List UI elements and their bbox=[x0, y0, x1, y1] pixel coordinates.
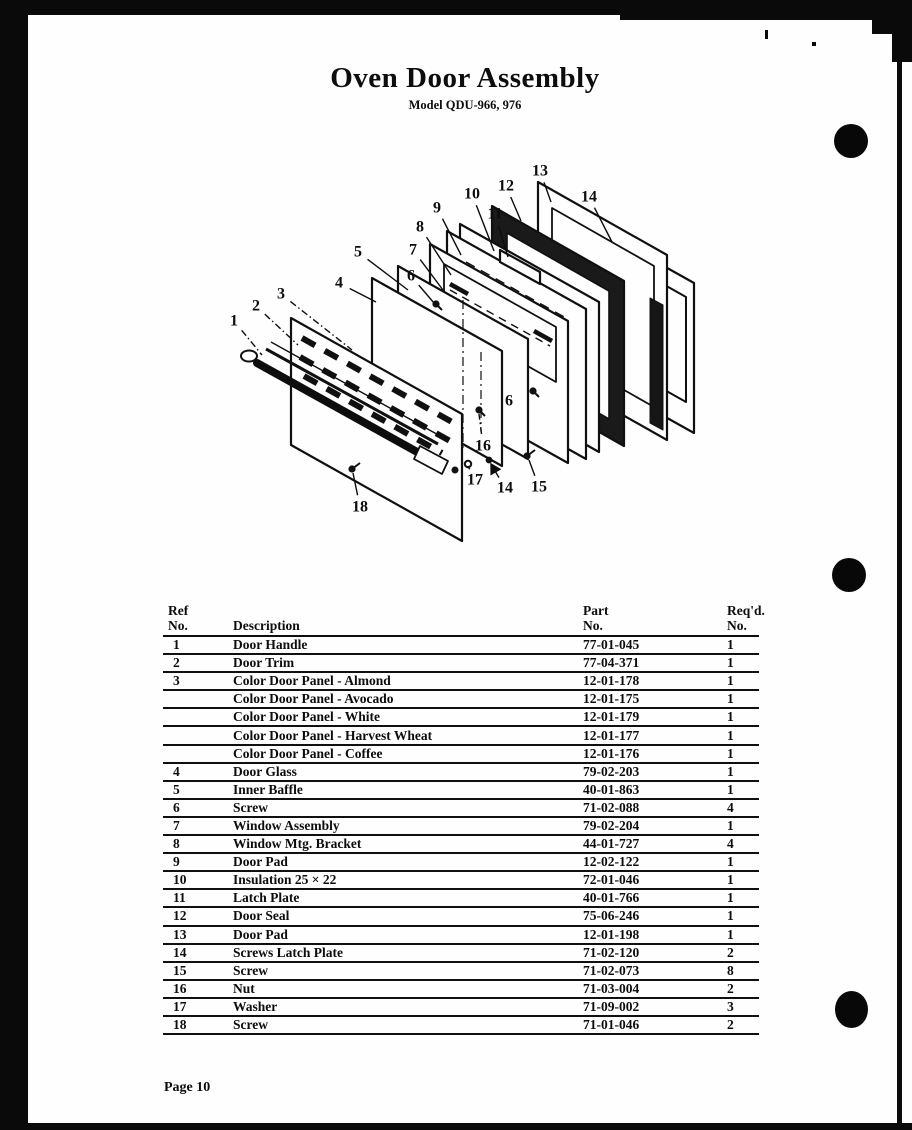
part-number-cell: 12-01-178 bbox=[583, 673, 640, 689]
part-number-cell: 12-02-122 bbox=[583, 854, 640, 870]
callout-leader-line bbox=[529, 460, 535, 476]
callout-label: 10 bbox=[464, 185, 480, 203]
part-number-cell: 72-01-046 bbox=[583, 872, 640, 888]
qty-cell: 2 bbox=[727, 944, 734, 960]
qty-cell: 1 bbox=[727, 691, 734, 707]
description-cell: Door Handle bbox=[233, 637, 308, 653]
table-row bbox=[163, 818, 759, 836]
part-number-cell: 71-03-004 bbox=[583, 980, 640, 996]
callout-label: 11 bbox=[487, 205, 503, 223]
part-number-cell: 12-01-175 bbox=[583, 691, 640, 707]
callout-label: 6 bbox=[505, 392, 513, 410]
qty-cell: 1 bbox=[727, 709, 734, 725]
ref-cell: 6 bbox=[173, 799, 180, 815]
qty-cell: 1 bbox=[727, 637, 734, 653]
callout-label: 15 bbox=[531, 478, 547, 496]
part-number-cell: 12-01-177 bbox=[583, 727, 640, 743]
qty-cell: 1 bbox=[727, 908, 734, 924]
table-row bbox=[163, 945, 759, 963]
ref-cell: 5 bbox=[173, 781, 180, 797]
qty-cell: 4 bbox=[727, 836, 734, 852]
part-number-cell: 71-02-073 bbox=[583, 962, 640, 978]
ref-cell: 1 bbox=[173, 637, 180, 653]
callout-label: 18 bbox=[352, 498, 368, 516]
table-row bbox=[163, 981, 759, 999]
callout-label: 4 bbox=[335, 274, 343, 292]
callout-label: 5 bbox=[354, 243, 362, 261]
callout-label: 6 bbox=[407, 267, 415, 285]
ref-cell: 15 bbox=[173, 962, 187, 978]
parts-table bbox=[163, 603, 765, 1035]
callout-label: 17 bbox=[467, 471, 483, 489]
ref-cell: 12 bbox=[173, 908, 187, 924]
table-row bbox=[163, 890, 759, 908]
ref-cell: 16 bbox=[173, 980, 187, 996]
ref-cell: 14 bbox=[173, 944, 187, 960]
qty-cell: 1 bbox=[727, 745, 734, 761]
qty-cell: 1 bbox=[727, 727, 734, 743]
ref-cell: 10 bbox=[173, 872, 187, 888]
description-cell: Nut bbox=[233, 980, 255, 996]
description-cell: Door Glass bbox=[233, 763, 297, 779]
part-number-cell: 79-02-203 bbox=[583, 763, 640, 779]
description-cell: Insulation 25 × 22 bbox=[233, 872, 337, 888]
page-title: Oven Door Assembly bbox=[330, 62, 600, 94]
qty-cell: 1 bbox=[727, 781, 734, 797]
qty-cell: 1 bbox=[727, 926, 734, 942]
ref-cell: 2 bbox=[173, 655, 180, 671]
description-cell: Inner Baffle bbox=[233, 781, 303, 797]
table-row bbox=[163, 637, 759, 655]
table-row bbox=[163, 1017, 759, 1035]
qty-cell: 1 bbox=[727, 655, 734, 671]
description-cell: Color Door Panel - White bbox=[233, 709, 380, 725]
table-row bbox=[163, 691, 759, 709]
description-cell: Door Seal bbox=[233, 908, 290, 924]
callout-label: 9 bbox=[433, 199, 441, 217]
part-number-cell: 40-01-863 bbox=[583, 781, 640, 797]
part-number-cell: 77-01-045 bbox=[583, 637, 640, 653]
table-row bbox=[163, 963, 759, 981]
table-row bbox=[163, 854, 759, 872]
table-row bbox=[163, 999, 759, 1017]
ref-cell: 7 bbox=[173, 817, 180, 833]
ref-cell: 13 bbox=[173, 926, 187, 942]
callout-label: 14 bbox=[581, 188, 597, 206]
table-row bbox=[163, 800, 759, 818]
callout-label: 13 bbox=[532, 162, 548, 180]
part-number-cell: 40-01-766 bbox=[583, 890, 640, 906]
ref-cell: 4 bbox=[173, 763, 180, 779]
qty-cell: 1 bbox=[727, 854, 734, 870]
part-number-cell: 71-02-088 bbox=[583, 799, 640, 815]
part-number-cell: 12-01-198 bbox=[583, 926, 640, 942]
table-row bbox=[163, 927, 759, 945]
description-cell: Screws Latch Plate bbox=[233, 944, 343, 960]
description-cell: Screw bbox=[233, 799, 268, 815]
table-row bbox=[163, 764, 759, 782]
qty-cell: 1 bbox=[727, 817, 734, 833]
part-number-cell: 75-06-246 bbox=[583, 908, 640, 924]
table-row bbox=[163, 908, 759, 926]
qty-cell: 1 bbox=[727, 890, 734, 906]
qty-cell: 1 bbox=[727, 763, 734, 779]
ref-cell: 9 bbox=[173, 854, 180, 870]
col-header-part: Part No. bbox=[583, 603, 609, 633]
table-row bbox=[163, 655, 759, 673]
callout-label: 12 bbox=[498, 177, 514, 195]
qty-cell: 1 bbox=[727, 872, 734, 888]
callout-label: 8 bbox=[416, 218, 424, 236]
table-row bbox=[163, 746, 759, 764]
description-cell: Screw bbox=[233, 1017, 268, 1033]
door-panels-artwork bbox=[0, 0, 694, 541]
part-number-cell: 71-09-002 bbox=[583, 998, 640, 1014]
ref-cell: 3 bbox=[173, 673, 180, 689]
description-cell: Color Door Panel - Almond bbox=[233, 673, 391, 689]
qty-cell: 3 bbox=[727, 998, 734, 1014]
callout-label: 3 bbox=[277, 285, 285, 303]
description-cell: Color Door Panel - Coffee bbox=[233, 745, 383, 761]
callout-label: 7 bbox=[409, 241, 417, 259]
part-number-cell: 12-01-179 bbox=[583, 709, 640, 725]
description-cell: Washer bbox=[233, 998, 278, 1014]
qty-cell: 4 bbox=[727, 799, 734, 815]
qty-cell: 1 bbox=[727, 673, 734, 689]
part-number-cell: 79-02-204 bbox=[583, 817, 640, 833]
qty-cell: 2 bbox=[727, 1017, 734, 1033]
description-cell: Latch Plate bbox=[233, 890, 300, 906]
part-number-cell: 12-01-176 bbox=[583, 745, 640, 761]
table-header-row bbox=[163, 603, 765, 637]
part-number-cell: 71-02-120 bbox=[583, 944, 640, 960]
description-cell: Color Door Panel - Harvest Wheat bbox=[233, 727, 433, 743]
table-body bbox=[163, 637, 759, 1035]
callout-leader-line bbox=[491, 464, 499, 478]
description-cell: Window Mtg. Bracket bbox=[233, 836, 362, 852]
ref-cell: 8 bbox=[173, 836, 180, 852]
description-cell: Door Trim bbox=[233, 655, 295, 671]
table-row bbox=[163, 727, 759, 745]
description-cell: Door Pad bbox=[233, 854, 288, 870]
ref-cell: 17 bbox=[173, 998, 187, 1014]
description-cell: Color Door Panel - Avocado bbox=[233, 691, 394, 707]
page-number: Page 10 bbox=[164, 1080, 211, 1095]
description-cell: Door Pad bbox=[233, 926, 288, 942]
callout-label: 16 bbox=[475, 437, 491, 455]
description-cell: Screw bbox=[233, 962, 268, 978]
callout-label: 14 bbox=[497, 479, 513, 497]
col-header-req: Req'd. No. bbox=[727, 603, 765, 633]
table-row bbox=[163, 709, 759, 727]
qty-cell: 8 bbox=[727, 962, 734, 978]
table-row bbox=[163, 836, 759, 854]
description-cell: Window Assembly bbox=[233, 817, 340, 833]
callout-label: 1 bbox=[230, 312, 238, 330]
qty-cell: 2 bbox=[727, 980, 734, 996]
part-number-cell: 71-01-046 bbox=[583, 1017, 640, 1033]
col-header-description: Description bbox=[233, 617, 300, 633]
table-row bbox=[163, 782, 759, 800]
col-header-ref: Ref No. bbox=[168, 603, 189, 633]
model-subtitle: Model QDU-966, 976 bbox=[408, 98, 522, 112]
part-number-cell: 77-04-371 bbox=[583, 655, 640, 671]
ref-cell: 11 bbox=[173, 890, 186, 906]
part-number-cell: 44-01-727 bbox=[583, 836, 640, 852]
table-row bbox=[163, 673, 759, 691]
ref-cell: 18 bbox=[173, 1017, 187, 1033]
callout-label: 2 bbox=[252, 297, 260, 315]
table-row bbox=[163, 872, 759, 890]
